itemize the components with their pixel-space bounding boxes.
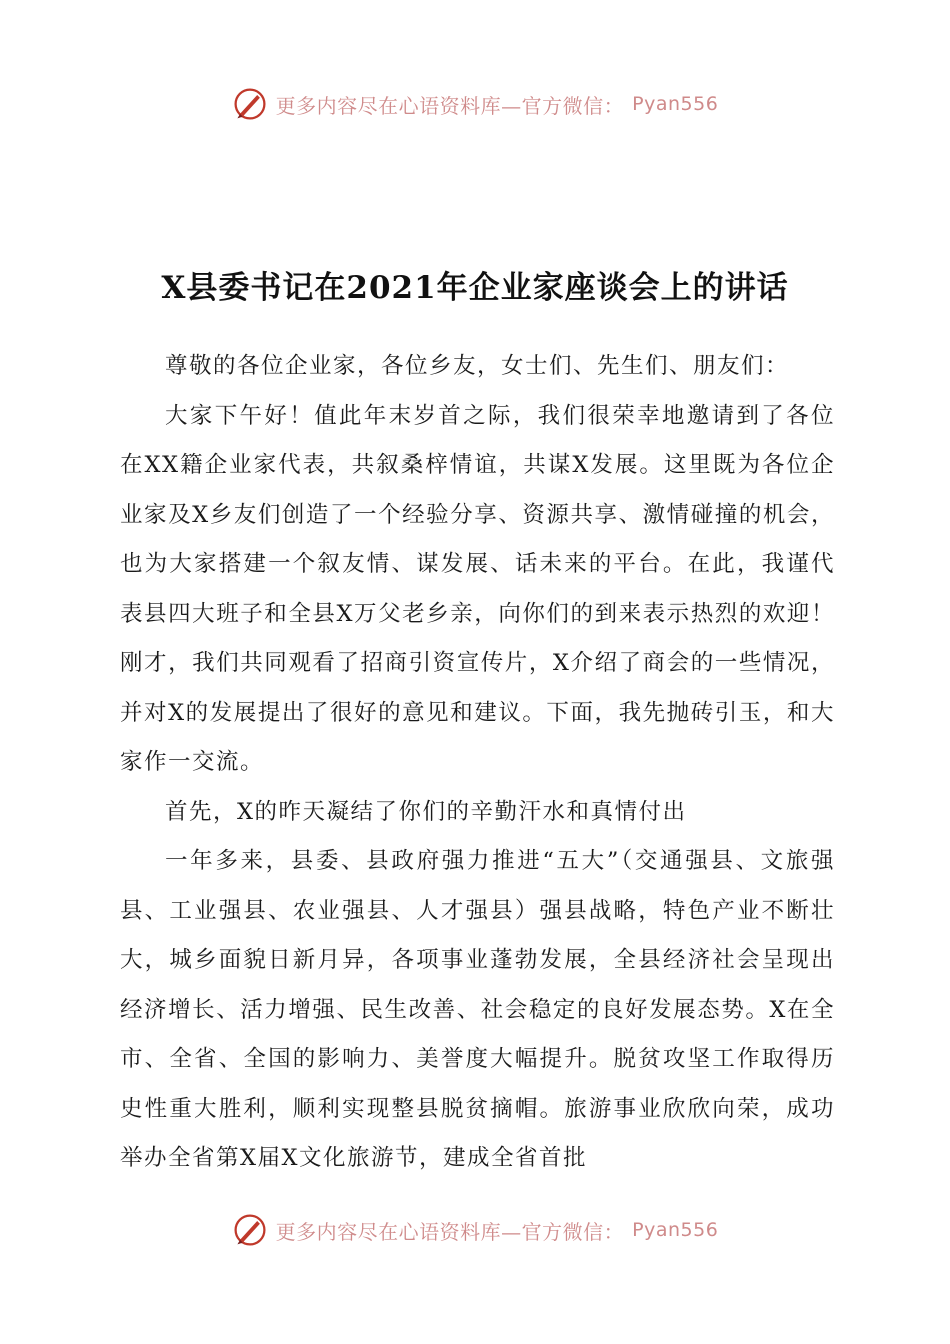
paragraph-achievements: 一年多来，县委、县政府强力推进“五大”（交通强县、文旅强县、工业强县、农业强县、人才强县）强县战略，特色产业不断壮大，城乡面貌日新月异，各项事业蓬勃发展，全县经济社会呈现出经济增长、活力增强、民生改善、社会稳定的良好发展态势。X在全市、全省、全国的影响力、美誉度大幅提升。脱贫攻坚工作取得历史性重大胜利，顺利实现整县脱贫摘帽。旅游事业欣欣向荣，成功举办全省第X届X文化旅游节，建成全省首批	[120, 848, 835, 1171]
pen-circle-logo-icon	[232, 1212, 268, 1248]
document-body	[120, 342, 835, 1184]
header-watermark	[0, 84, 950, 124]
paragraph-salutation: 尊敬的各位企业家，各位乡友，女士们、先生们、朋友们：	[165, 353, 790, 379]
watermark-wechat-id: Pyan556	[632, 93, 719, 115]
paragraph-greeting: 大家下午好！值此年末岁首之际，我们很荣幸地邀请到了各位在XX籍企业家代表，共叙桑梓情谊，共谋X发展。这里既为各位企业家及X乡友们创造了一个经验分享、资源共享、激情碰撞的机会，也为大家搭建一个叙友情、谋发展、话未来的平台。在此，我谨代表县四大班子和全县X万父老乡亲，向你们的到来表示热烈的欢迎！刚才，我们共同观看了招商引资宣传片，X介绍了商会的一些情况，并对X的发展提出了很好的意见和建议。下面，我先抛砖引玉，和大家作一交流。	[120, 402, 835, 775]
watermark-wechat-id: Pyan556	[632, 1219, 719, 1241]
pen-circle-logo-icon	[232, 86, 268, 122]
document-title: X县委书记在2021年企业家座谈会上的讲话	[161, 270, 789, 306]
paragraph-section-heading: 首先，X的昨天凝结了你们的辛勤汗水和真情付出	[165, 798, 687, 825]
watermark-text: 更多内容尽在心语资料库—官方微信：	[275, 93, 625, 118]
watermark-text: 更多内容尽在心语资料库—官方微信：	[275, 1219, 625, 1244]
footer-watermark	[0, 1210, 950, 1250]
